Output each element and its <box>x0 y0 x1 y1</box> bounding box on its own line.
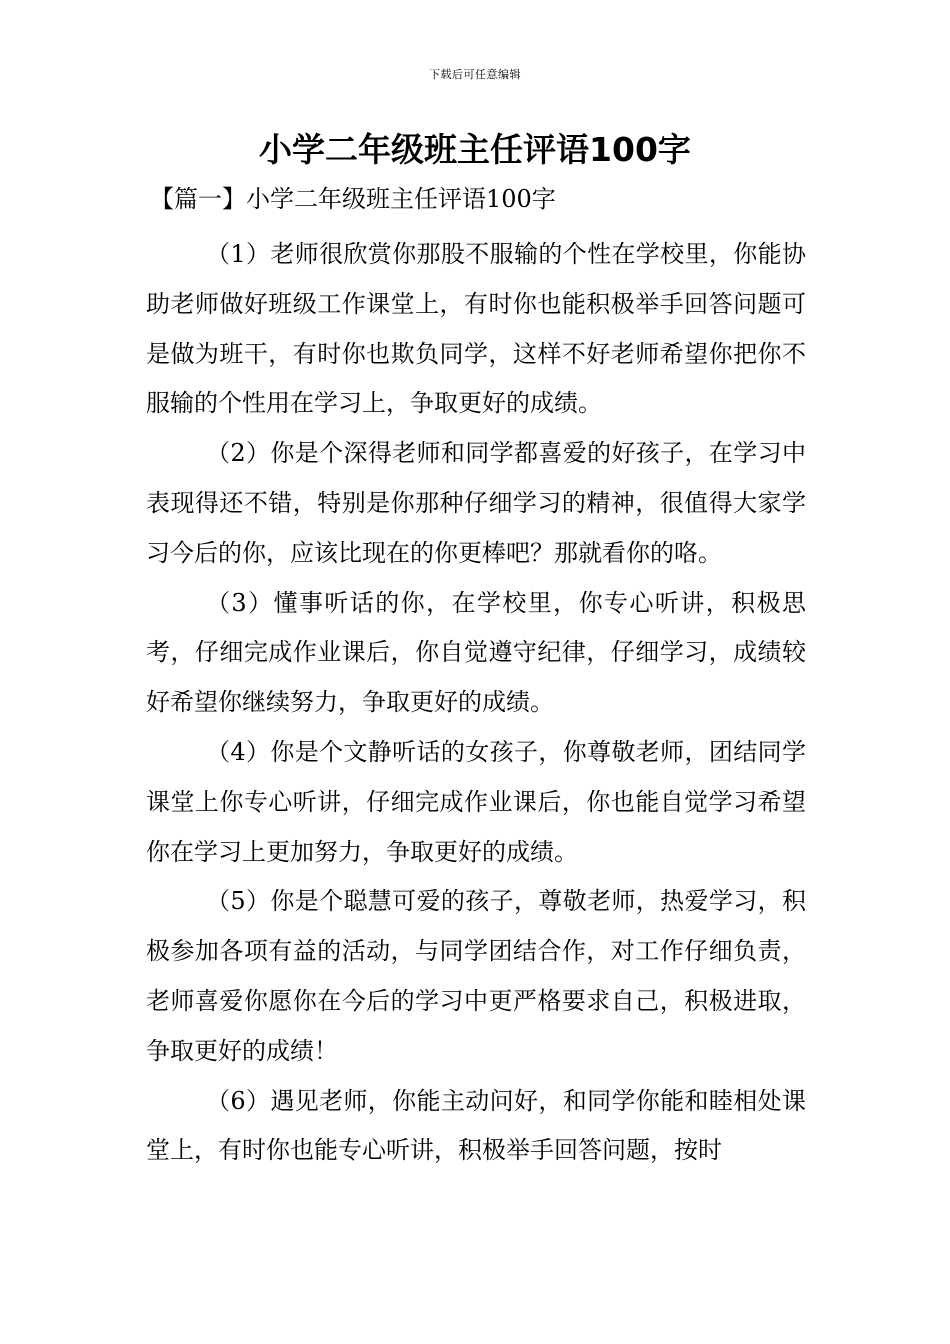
comment-paragraph: （3）懂事听话的你，在学校里，你专心听讲，积极思考，仔细完成作业课后，你自觉遵守纪律，仔细学习，成绩较好希望你继续努力，争取更好的成绩。 <box>146 588 806 717</box>
comment-paragraph: （4）你是个文静听话的女孩子，你尊敬老师，团结同学课堂上你专心听讲，仔细完成作业课后，你也能自觉学习希望你在学习上更加努力，争取更好的成绩。 <box>146 737 806 866</box>
comment-paragraph: （5）你是个聪慧可爱的孩子，尊敬老师，热爱学习，积极参加各项有益的活动，与同学团结合作，对工作仔细负责，老师喜爱你愿你在今后的学习中更严格要求自己，积极进取，争取更好的成绩！ <box>146 887 806 1065</box>
comment-paragraph: （1）老师很欣赏你那股不服输的个性在学校里，你能协助老师做好班级工作课堂上，有时你也能积极举手回答问题可是做为班干，有时你也欺负同学，这样不好老师希望你把你不服输的个性用在学习上，争取更好的成绩。 <box>146 240 806 418</box>
comment-paragraph: （2）你是个深得老师和同学都喜爱的好孩子，在学习中表现得还不错，特别是你那种仔细学习的精神，很值得大家学习今后的你，应该比现在的你更棒吧？那就看你的咯。 <box>146 439 806 567</box>
section-heading: 【篇一】小学二年级班主任评语100字 <box>150 185 556 213</box>
document-body <box>146 230 806 1176</box>
document-title: 小学二年级班主任评语100字 <box>259 130 691 169</box>
header-note: 下载后可任意编辑 <box>429 68 521 81</box>
comment-paragraph: （6）遇见老师，你能主动问好，和同学你能和睦相处课堂上，有时你也能专心听讲，积极举手回答问题，按时 <box>146 1086 806 1165</box>
